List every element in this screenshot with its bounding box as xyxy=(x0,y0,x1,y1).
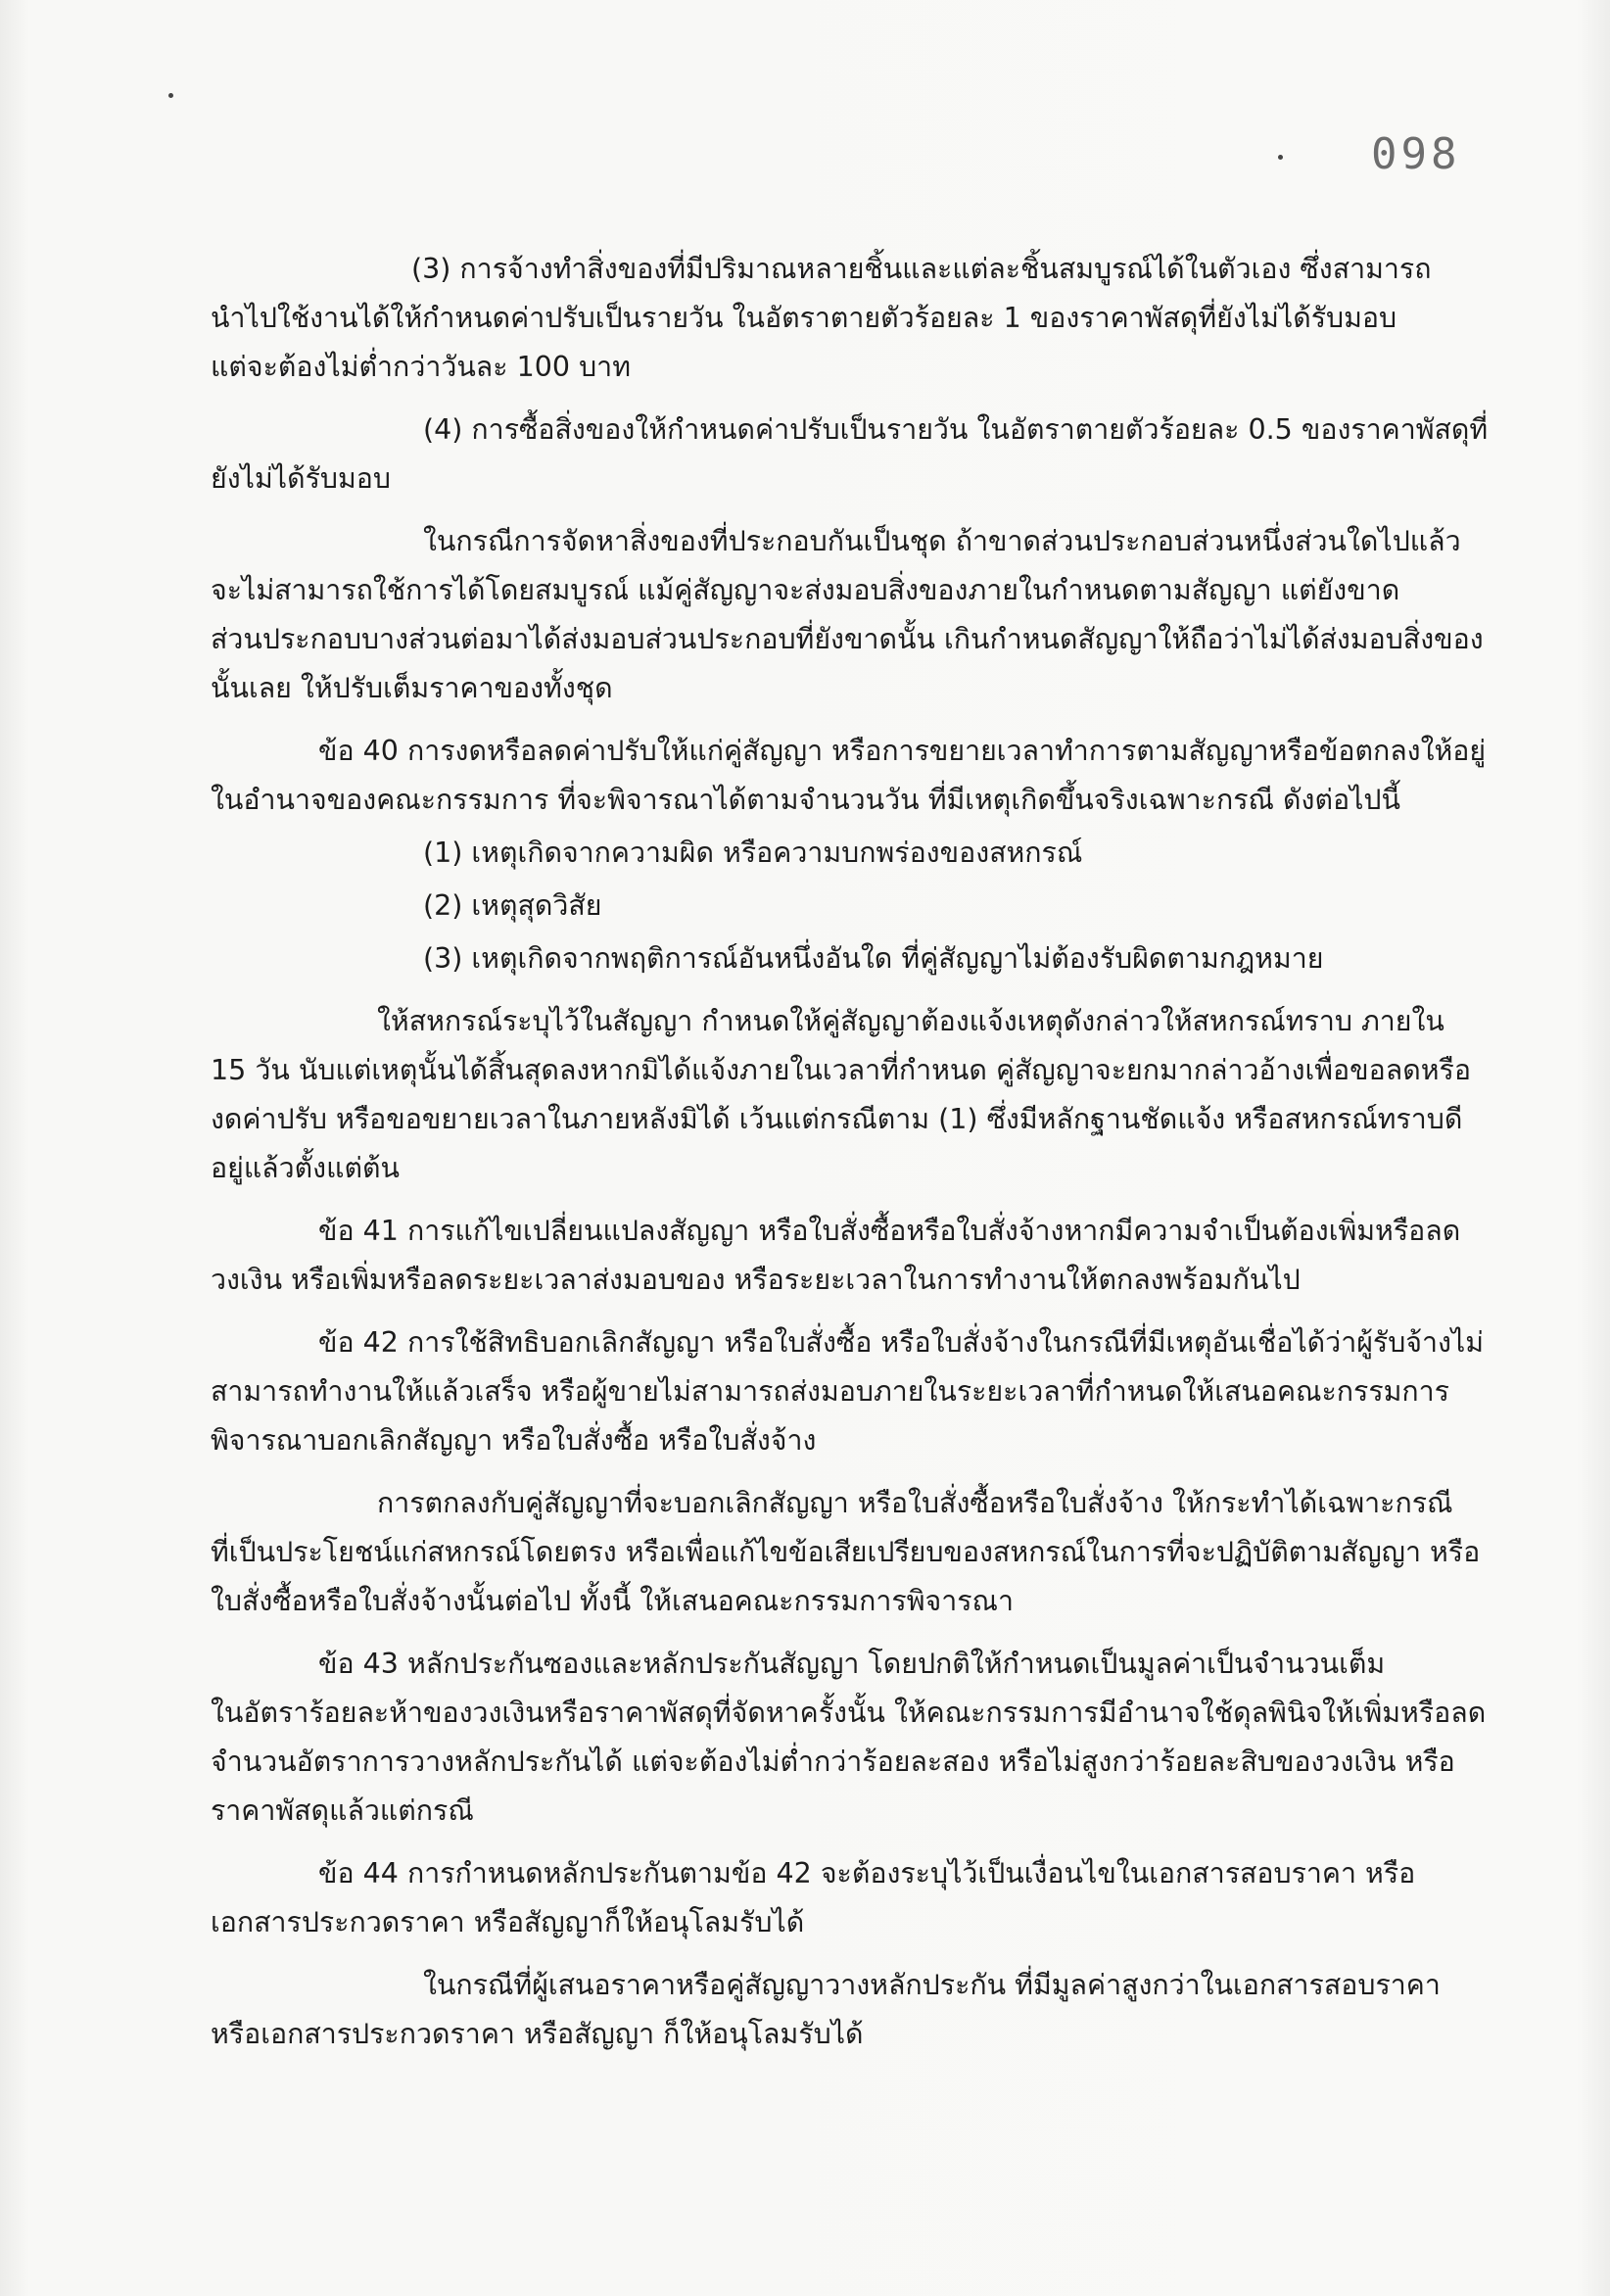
text-line: หรือเอกสารประกวดราคา หรือสัญญา ก็ให้อนุโลมรับได้ xyxy=(211,2018,864,2050)
text-line: ข้อ 40 การงดหรือลดค่าปรับให้แก่คู่สัญญา หรือการขยายเวลาทำการตามสัญญาหรือข้อตกลงให้อยู่ xyxy=(318,735,1487,767)
text-line: ราคาพัสดุแล้วแต่กรณี xyxy=(211,1794,474,1827)
text-line: (3) การจ้างทำสิ่งของที่มีปริมาณหลายชิ้นและแต่ละชิ้นสมบูรณ์ได้ในตัวเอง ซึ่งสามารถ xyxy=(411,253,1432,285)
text-line: ในอัตราร้อยละห้าของวงเงินหรือราคาพัสดุที่จัดหาครั้งนั้น ให้คณะกรรมการมีอำนาจใช้ดุลพินิจให้เพิ่มหรือลด xyxy=(211,1697,1487,1729)
page-number: 098 xyxy=(1371,129,1461,179)
text-line: ยังไม่ได้รับมอบ xyxy=(211,462,391,495)
text-line: จะไม่สามารถใช้การได้โดยสมบูรณ์ แม้คู่สัญญาจะส่งมอบสิ่งของภายในกำหนดตามสัญญา แต่ยังขาด xyxy=(211,574,1400,606)
text-line: ข้อ 43 หลักประกันซองและหลักประกันสัญญา โดยปกติให้กำหนดเป็นมูลค่าเป็นจำนวนเต็ม xyxy=(318,1648,1386,1680)
scan-speck xyxy=(168,93,173,98)
paragraph-set-items xyxy=(211,517,1484,713)
text-line: ในกรณีการจัดหาสิ่งของที่ประกอบกันเป็นชุด ถ้าขาดส่วนประกอบส่วนหนึ่งส่วนใดไปแล้ว xyxy=(423,525,1461,557)
text-line: ข้อ 42 การใช้สิทธิบอกเลิกสัญญา หรือใบสั่งซื้อ หรือใบสั่งจ้างในกรณีที่มีเหตุอันเชื่อได้ว่าผู้รับจ้างไม่ xyxy=(318,1326,1485,1359)
paragraph-item-4 xyxy=(211,406,1489,503)
text-line: สามารถทำงานให้แล้วเสร็จ หรือผู้ขายไม่สามารถส่งมอบภายในระยะเวลาที่กำหนดให้เสนอคณะกรรมการ xyxy=(211,1375,1449,1408)
text-line: พิจารณาบอกเลิกสัญญา หรือใบสั่งซื้อ หรือใบสั่งจ้าง xyxy=(211,1424,817,1457)
text-line: นั้นเลย ให้ปรับเต็มราคาของทั้งชุด xyxy=(211,672,613,704)
text-line: ให้สหกรณ์ระบุไว้ในสัญญา กำหนดให้คู่สัญญาต้องแจ้งเหตุดังกล่าวให้สหกรณ์ทราบ ภายใน xyxy=(377,1005,1444,1037)
paragraph-clause-44 xyxy=(211,1849,1474,1947)
paragraph-guarantee xyxy=(211,1961,1474,2059)
text-line: (1) เหตุเกิดจากความผิด หรือความบกพร่องของสหกรณ์ xyxy=(423,837,1083,869)
text-line: อยู่แล้วตั้งแต่ต้น xyxy=(211,1152,400,1184)
text-line: ในอำนาจของคณะกรรมการ ที่จะพิจารณาได้ตามจำนวนวัน ที่มีเหตุเกิดขึ้นจริงเฉพาะกรณี ดังต่อไปนี้ xyxy=(211,784,1400,816)
paragraph-termination xyxy=(211,1479,1481,1626)
paragraph-notify xyxy=(211,997,1474,1193)
text-line: ส่วนประกอบบางส่วนต่อมาได้ส่งมอบส่วนประกอบที่ยังขาดนั้น เกินกำหนดสัญญาให้ถือว่าไม่ได้ส่งมอบสิ่งของ xyxy=(211,623,1484,655)
text-line: (4) การซื้อสิ่งของให้กำหนดค่าปรับเป็นรายวัน ในอัตราตายตัวร้อยละ 0.5 ของราคาพัสดุที่ xyxy=(423,413,1489,446)
text-line: แต่จะต้องไม่ต่ำกว่าวันละ 100 บาท xyxy=(211,351,631,383)
text-line: ข้อ 44 การกำหนดหลักประกันตามข้อ 42 จะต้องระบุไว้เป็นเงื่อนไขในเอกสารสอบราคา หรือ xyxy=(318,1857,1416,1889)
paragraph-clause-42 xyxy=(211,1318,1485,1465)
text-line: ข้อ 41 การแก้ไขเปลี่ยนแปลงสัญญา หรือใบสั่งซื้อหรือใบสั่งจ้างหากมีความจำเป็นต้องเพิ่มหรือลด xyxy=(318,1215,1461,1247)
text-line: วงเงิน หรือเพิ่มหรือลดระยะเวลาส่งมอบของ หรือระยะเวลาในการทำงานให้ตกลงพร้อมกันไป xyxy=(211,1264,1301,1296)
list-item xyxy=(211,882,1474,931)
scan-speck xyxy=(1278,155,1283,160)
text-line: เอกสารประกวดราคา หรือสัญญาก็ให้อนุโลมรับได้ xyxy=(211,1906,805,1938)
text-line: 15 วัน นับแต่เหตุนั้นได้สิ้นสุดลงหากมิได้แจ้งภายในเวลาที่กำหนด คู่สัญญาจะยกมากล่าวอ้างเพื่อขอลดหรือ xyxy=(211,1054,1471,1086)
text-line: นำไปใช้งานได้ให้กำหนดค่าปรับเป็นรายวัน ในอัตราตายตัวร้อยละ 1 ของราคาพัสดุที่ยังไม่ได้รับมอบ xyxy=(211,302,1397,334)
list-item xyxy=(211,934,1474,983)
document-body xyxy=(211,245,1489,2073)
paragraph-item-3 xyxy=(211,245,1474,392)
text-line: ที่เป็นประโยชน์แก่สหกรณ์โดยตรง หรือเพื่อแก้ไขข้อเสียเปรียบของสหกรณ์ในการที่จะปฏิบัติตามสัญญา หรือ xyxy=(211,1536,1481,1568)
text-line: (2) เหตุสุดวิสัย xyxy=(423,889,602,922)
paragraph-clause-43 xyxy=(211,1640,1487,1836)
text-line: ใบสั่งซื้อหรือใบสั่งจ้างนั้นต่อไป ทั้งนี้ ให้เสนอคณะกรรมการพิจารณา xyxy=(211,1585,1014,1617)
text-line: จำนวนอัตราการวางหลักประกันได้ แต่จะต้องไม่ต่ำกว่าร้อยละสอง หรือไม่สูงกว่าร้อยละสิบของวงเงิน หรือ xyxy=(211,1746,1455,1778)
text-line: การตกลงกับคู่สัญญาที่จะบอกเลิกสัญญา หรือใบสั่งซื้อหรือใบสั่งจ้าง ให้กระทำได้เฉพาะกรณี xyxy=(377,1487,1453,1519)
paragraph-clause-41 xyxy=(211,1207,1474,1305)
text-line: (3) เหตุเกิดจากพฤติการณ์อันหนึ่งอันใด ที่คู่สัญญาไม่ต้องรับผิดตามกฎหมาย xyxy=(423,942,1324,975)
text-line: งดค่าปรับ หรือขอขยายเวลาในภายหลังมิได้ เว้นแต่กรณีตาม (1) ซึ่งมีหลักฐานชัดแจ้ง หรือสหกรณ์ทราบดี xyxy=(211,1103,1463,1135)
text-line: ในกรณีที่ผู้เสนอราคาหรือคู่สัญญาวางหลักประกัน ที่มีมูลค่าสูงกว่าในเอกสารสอบราคา xyxy=(423,1969,1441,2001)
list-item xyxy=(211,829,1474,878)
paragraph-clause-40 xyxy=(211,727,1487,825)
